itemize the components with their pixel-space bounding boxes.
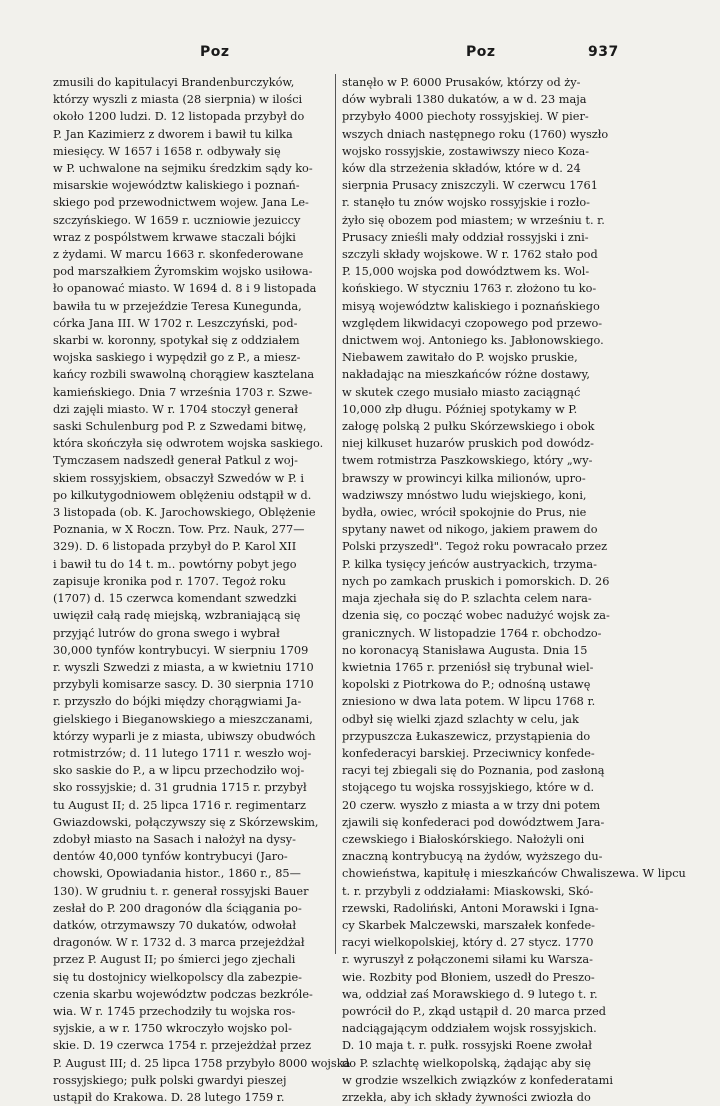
text-line: do P. szlachtę wielkopolską, żądając aby się	[342, 1056, 591, 1070]
text-line: znaczną kontrybucyą na żydów, wyższego du-	[342, 850, 603, 864]
text-line: misarskie województw kaliskiego i poznań-	[53, 179, 300, 193]
text-line: skiego pod przewodnictwem wojew. Jana Le-	[53, 196, 309, 210]
text-line: kamieńskiego. Dnia 7 września 1703 r. Szwe-	[53, 385, 313, 399]
text-line: którzy wyszli z miasta (28 sierpnia) w ilości	[53, 93, 303, 107]
text-line: z żydami. W marcu 1663 r. skonfederowane	[53, 248, 304, 262]
text-line: ków dla strzeżenia składów, które w d. 24	[342, 162, 581, 176]
text-line: przypuszcza Łukaszewicz, przystąpienia do	[342, 729, 591, 743]
running-head-left: Poz	[200, 44, 230, 60]
text-line: nych po zamkach pruskich i pomorskich. D. 26	[342, 574, 610, 588]
text-line: córka Jana III. W 1702 r. Leszczyński, pod-	[53, 316, 298, 330]
text-line: zrzekła, aby ich składy żywności zwiozła do	[342, 1090, 591, 1104]
text-line: wia. W r. 1745 przechodziły tu wojska ros-	[53, 1004, 296, 1018]
text-line: 30,000 tynfów kontrybucyi. W sierpniu 1709	[53, 643, 309, 657]
text-line: w skutek czego musiało miasto zaciągnąć	[342, 385, 581, 399]
text-line: uwięził całą radę miejską, wzbraniającą się	[53, 609, 301, 623]
text-line: 130). W grudniu t. r. generał rossyjski Bauer	[53, 884, 309, 898]
text-line: Poznania, w X Roczn. Tow. Prz. Nauk, 277—	[53, 523, 305, 537]
text-line: r. wyszli Szwedzi z miasta, a w kwietniu 1710	[53, 660, 314, 674]
text-line: sko saskie do P., a w lipcu przechodziło woj-	[53, 764, 305, 778]
text-line: racyi tej zbiegali się do Poznania, pod zasłoną	[342, 764, 605, 778]
text-line: po kilkutygodniowem oblężeniu odstąpił w d.	[53, 488, 312, 502]
text-line: około 1200 ludzi. D. 12 listopada przybył do	[53, 110, 305, 124]
text-line: dów wybrali 1380 dukatów, a w d. 23 maja	[342, 93, 587, 107]
text-line: Tymczasem nadszedł generał Patkul z woj-	[53, 454, 298, 468]
text-line: dzi zajęli miasto. W r. 1704 stoczył generał	[53, 402, 298, 416]
text-line: zmusili do kapitulacyi Brandenburczyków,	[53, 76, 295, 89]
text-line: 20 czerw. wyszło z miasta a w trzy dni potem	[342, 798, 601, 812]
text-line: niej kilkuset huzarów pruskich pod dowódz-	[342, 437, 594, 451]
text-line: rotmistrzów; d. 11 lutego 1711 r. weszło woj-	[53, 746, 312, 760]
text-line: Gwiazdowski, połączywszy się z Skórzewskim,	[53, 815, 319, 829]
text-line: kopolski z Piotrkowa do P.; odnośną ustawę	[342, 678, 591, 692]
text-line: i bawił tu do 14 t. m.. powtórny pobyt jego	[53, 557, 297, 571]
text-line: wie. Rozbity pod Błoniem, uszedł do Preszo-	[342, 970, 595, 984]
text-line: która skończyła się odwrotem wojska saskiego.	[53, 437, 324, 451]
right-column	[342, 74, 686, 1106]
text-line: zjawili się konfederaci pod dowództwem Jara-	[342, 815, 605, 829]
text-line: racyi wielkopolskiej, który d. 27 stycz. 1770	[342, 936, 594, 950]
text-line: Polski przyszedł". Tegoż roku powracało przez	[342, 540, 608, 554]
text-line: dragonów. W r. 1732 d. 3 marca przejeżdżał	[53, 936, 305, 950]
text-line: skie. D. 19 czerwca 1754 r. przejeżdżał przez	[53, 1039, 312, 1053]
running-head-right: Poz	[466, 44, 496, 60]
text-line: przybyli komisarze sascy. D. 30 sierpnia 1710	[53, 678, 314, 692]
text-line: datków, otrzymawszy 70 dukatów, odwołał	[53, 918, 297, 932]
text-line: skarbi w. koronny, spotykał się z oddziałem	[53, 334, 300, 348]
text-line: cy Skarbek Malczewski, marszałek konfede-	[342, 918, 595, 932]
text-line: dentów 40,000 tynfów kontrybucyi (Jaro-	[53, 850, 288, 864]
text-line: kwietnia 1765 r. przeniósł się trybunał wiel-	[342, 660, 594, 674]
text-line: t. r. przybyli z oddziałami: Miaskowski, Skó-	[342, 884, 594, 898]
text-line: załogę polską 2 pułku Skórzewskiego i obok	[342, 420, 595, 434]
text-line: skiem rossyjskiem, obsaczył Szwedów w P. i	[53, 471, 304, 485]
text-line: maja zjechała się do P. szlachta celem nara-	[342, 592, 592, 606]
text-line: sko rossyjskie; d. 31 grudnia 1715 r. przybył	[53, 781, 307, 795]
text-line: zniesiono w dwa lata potem. W lipcu 1768 r.	[342, 695, 596, 709]
text-line: 329). D. 6 listopada przybył do P. Karol XII	[53, 540, 297, 554]
text-line: P. Jan Kazimierz z dworem i bawił tu kilka	[53, 127, 293, 141]
text-line: chowski, Opowiadania histor., 1860 r., 85—	[53, 867, 301, 881]
text-line: powrócił do P., zkąd ustąpił d. 20 marca przed	[342, 1004, 606, 1018]
text-line: czewskiego i Białoskórskiego. Nałożyli oni	[342, 832, 585, 846]
text-line: Prusacy znieśli mały oddział rossyjski i zni-	[342, 230, 589, 244]
text-line: 3 listopada (ob. K. Jarochowskiego, Oblężenie	[53, 506, 316, 520]
text-line: Niebawem zawitało do P. wojsko pruskie,	[342, 351, 578, 365]
text-line: przybyło 4000 piechoty rossyjskiej. W pier-	[342, 110, 589, 124]
text-line: misyą województw kaliskiego i poznańskiego	[342, 299, 600, 313]
text-line: twem rotmistrza Paszkowskiego, który „wy-	[342, 454, 593, 468]
text-line: saski Schulenburg pod P. z Szwedami bitwę,	[53, 420, 307, 434]
text-line: zesłał do P. 200 dragonów dla ściągania po-	[53, 901, 302, 915]
text-line: nadciągającym oddziałem wojsk rossyjskich.	[342, 1022, 597, 1036]
text-line: wojska saskiego i wypędził go z P., a miesz-	[53, 351, 301, 365]
text-line: ło opanować miasto. W 1694 d. 8 i 9 listopada	[53, 282, 317, 296]
text-line: przyjąć lutrów do grona swego i wybrał	[53, 626, 280, 640]
text-line: r. wyruszył z połączonemi siłami ku Warsza-	[342, 953, 593, 967]
text-line: żyło się obozem pod miastem; w wrześniu t. r.	[342, 213, 605, 227]
text-line: stanęło w P. 6000 Prusaków, którzy od ży-	[342, 76, 581, 89]
text-line: rossyjskiego; pułk polski gwardyi pieszej	[53, 1073, 287, 1087]
text-line: chowieństwa, kapitułę i mieszkańców Chwaliszewa. W lipcu	[342, 867, 686, 881]
text-line: rzewski, Radoliński, Antoni Morawski i Igna-	[342, 901, 599, 915]
text-line: ustąpił do Krakowa. D. 28 lutego 1759 r.	[53, 1090, 285, 1104]
text-line: wraz z pospólstwem krwawe staczali bójki	[53, 230, 296, 244]
text-line: sierpnia Prusacy zniszczyli. W czerwcu 1761	[342, 179, 598, 193]
text-line: tu August II; d. 25 lipca 1716 r. regimentarz	[53, 798, 306, 812]
text-line: się tu dostojnicy wielkopolscy dla zabezpie-	[53, 970, 303, 984]
text-line: dzenia się, co począć wobec nadużyć wojsk za-	[342, 609, 610, 623]
text-line: konfederacyi barskiej. Przeciwnicy konfede-	[342, 746, 595, 760]
text-line: wojsko rossyjskie, zostawiwszy nieco Koza-	[342, 144, 590, 158]
text-line: bawiła tu w przejeździe Teresa Kunegunda,	[53, 299, 302, 313]
column-divider	[335, 74, 336, 954]
text-line: w P. uchwalone na sejmiku średzkim sądy ko-	[53, 162, 313, 176]
text-line: szczyli składy wojskowe. W r. 1762 stało pod	[342, 248, 598, 262]
text-line: względem likwidacyi czopowego pod przewo-	[342, 316, 603, 330]
text-line: wadziwszy mnóstwo ludu wiejskiego, koni,	[342, 488, 587, 502]
text-line: pod marszałkiem Żyromskim wojsko usiłowa-	[53, 265, 313, 279]
text-line: wszych dniach następnego roku (1760) wyszło	[342, 127, 609, 141]
text-line: brawszy w prowincyi kilka milionów, upro-	[342, 471, 586, 485]
text-line: dnictwem woj. Antoniego ks. Jabłonowskiego.	[342, 334, 604, 348]
text-line: 10,000 złp długu. Później spotykamy w P.	[342, 402, 578, 416]
text-line: syjskie, a w r. 1750 wkroczyło wojsko pol-	[53, 1022, 292, 1036]
text-line: (1707) d. 15 czerwca komendant szwedzki	[53, 592, 297, 606]
text-line: miesięcy. W 1657 i 1658 r. odbywały się	[53, 144, 281, 158]
text-line: spytany nawet od nikogo, jakiem prawem do	[342, 523, 598, 537]
text-line: stojącego tu wojska rossyjskiego, które w d.	[342, 781, 595, 795]
text-line: gielskiego i Bieganowskiego a mieszczanami,	[53, 712, 313, 726]
text-line: czenia skarbu województw podczas bezkróle-	[53, 987, 313, 1001]
text-line: kańcy rozbili swawolną chorągiew kasztelana	[53, 368, 315, 382]
text-line: D. 10 maja t. r. pułk. rossyjski Roene zwołał	[342, 1039, 592, 1053]
text-line: no koronacyą Stanisława Augusta. Dnia 15	[342, 643, 588, 657]
text-line: P. kilka tysięcy jeńców austryackich, trzyma-	[342, 557, 597, 571]
left-column	[53, 74, 351, 1106]
page-number: 937	[588, 44, 619, 60]
text-line: r. stanęło tu znów wojsko rossyjskie i rozło-	[342, 196, 590, 210]
text-line: zdobył miasto na Sasach i nałożył na dysy-	[53, 832, 296, 846]
text-line: granicznych. W listopadzie 1764 r. obchodzo-	[342, 626, 602, 640]
text-line: r. przyszło do bójki między chorągwiami Ja-	[53, 695, 302, 709]
text-line: bydła, owiec, wrócił spokojnie do Prus, nie	[342, 506, 587, 520]
text-line: którzy wyparli je z miasta, ubiwszy obudwóch	[53, 729, 316, 743]
text-line: przez P. August II; po śmierci jego zjechali	[53, 953, 296, 967]
text-line: w grodzie wszelkich związków z konfederatami	[342, 1073, 613, 1087]
text-line: nakładając na mieszkańców różne dostawy,	[342, 368, 590, 382]
text-line: szczyńskiego. W 1659 r. uczniowie jezuiccy	[53, 213, 301, 227]
text-line: wa, oddział zaś Morawskiego d. 9 lutego t. r.	[342, 987, 598, 1001]
page-header	[0, 44, 720, 64]
text-line: końskiego. W styczniu 1763 r. złożono tu ko-	[342, 282, 597, 296]
text-line: P. 15,000 wojska pod dowództwem ks. Wol-	[342, 265, 590, 279]
text-line: zapisuje kronika pod r. 1707. Tegoż roku	[53, 574, 286, 588]
text-line: odbył się wielki zjazd szlachty w celu, jak	[342, 712, 579, 726]
text-line: P. August III; d. 25 lipca 1758 przybyło 8000 wojska	[53, 1056, 351, 1070]
